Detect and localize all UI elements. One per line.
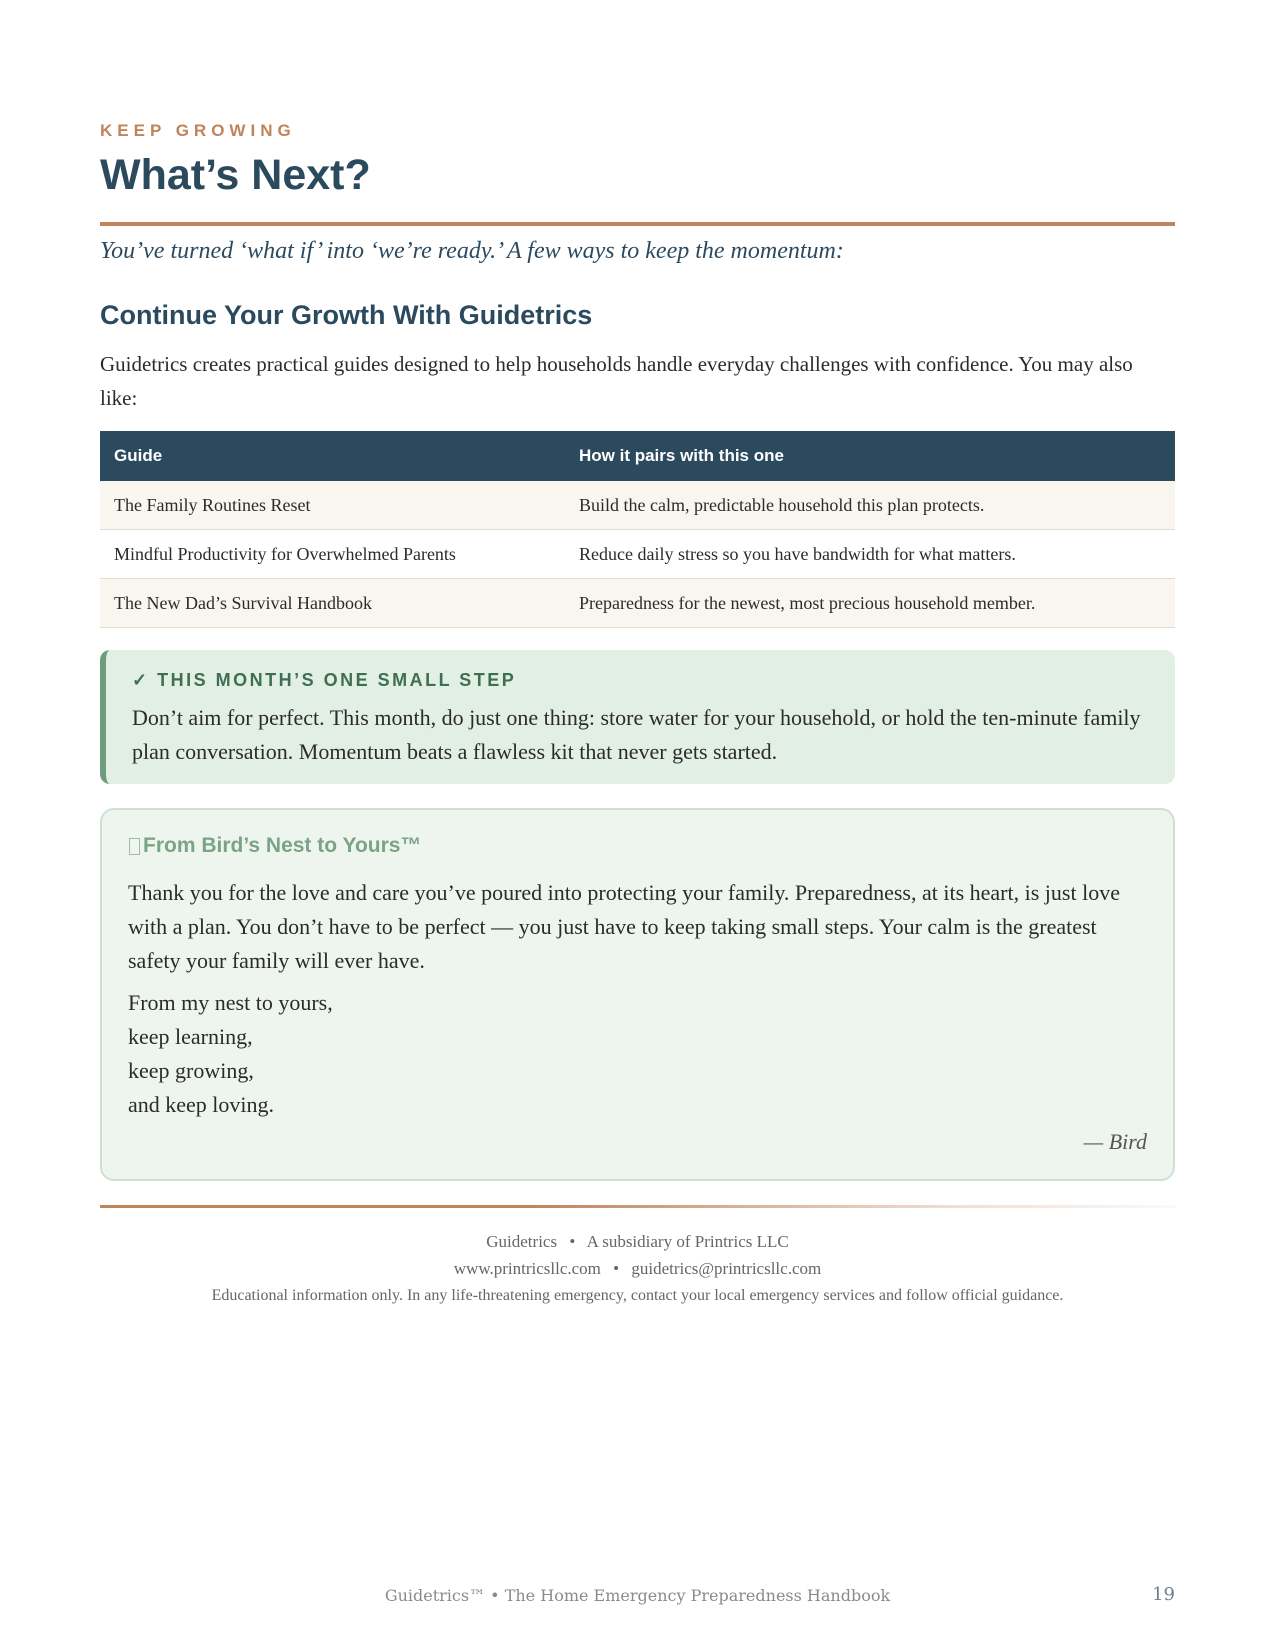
separator: • <box>613 1259 620 1278</box>
personal-note-card <box>100 808 1175 1181</box>
small-step-title: ✓ THIS MONTH’S ONE SMALL STEP <box>132 670 517 690</box>
separator: • <box>569 1232 576 1251</box>
email-link[interactable]: guidetrics@printricsllc.com <box>631 1259 822 1278</box>
small-step-text: Don’t aim for perfect. This month, do just one thing: store water for your household, or hold the ten-minute family plan conversation. Momentum beats a flawless kit that never gets started. <box>132 705 1141 764</box>
guide-pairing: Reduce daily stress so you have bandwidth for what matters. <box>565 530 1175 579</box>
guide-name: Mindful Productivity for Overwhelmed Parents <box>100 530 565 579</box>
table-row <box>100 530 1175 579</box>
growth-body: Guidetrics creates practical guides designed to help households handle everyday challenges with confidence. You may also like: <box>100 352 1133 410</box>
missing-glyph-icon <box>129 838 140 855</box>
guide-pairing: Build the calm, predictable household this plan protects. <box>565 481 1175 530</box>
title-divider <box>100 222 1175 226</box>
contact-line <box>100 1255 1175 1282</box>
guides-table <box>100 431 1175 628</box>
note-line: and keep loving. <box>128 1092 275 1117</box>
company-subsidiary: A subsidiary of Printrics LLC <box>586 1232 789 1251</box>
note-closing <box>128 986 333 1122</box>
note-line: keep growing, <box>128 1058 254 1083</box>
guide-name: The Family Routines Reset <box>100 481 565 530</box>
note-title-text: From Bird’s Nest to Yours™ <box>143 834 422 857</box>
note-signature: — Bird <box>1083 1129 1147 1154</box>
intro-text: You’ve turned ‘what if’ into ‘we’re ready.’ A few ways to keep the momentum: <box>100 238 844 264</box>
table-row <box>100 481 1175 530</box>
guide-pairing: Preparedness for the newest, most precious household member. <box>565 579 1175 628</box>
page-title: What’s Next? <box>100 151 371 199</box>
page-number: 19 <box>1152 1584 1175 1605</box>
footer-divider <box>100 1205 1175 1208</box>
table-header-row <box>100 431 1175 481</box>
website-link[interactable]: www.printricsllc.com <box>453 1259 601 1278</box>
running-footer: Guidetrics™ • The Home Emergency Preparedness Handbook <box>384 1586 891 1605</box>
note-line: From my nest to yours, <box>128 990 333 1015</box>
company-line <box>100 1228 1175 1255</box>
column-header-pairing: How it pairs with this one <box>565 431 1175 481</box>
growth-heading: Continue Your Growth With Guidetrics <box>100 300 593 330</box>
small-step-callout <box>100 650 1175 784</box>
section-eyebrow: KEEP GROWING <box>100 121 296 140</box>
note-text: Thank you for the love and care you’ve poured into protecting your family. Preparedness, at its heart, is just love with a plan. You don’t have to be perfect — you just have to keep taking small steps. Your calm is the greatest safety your family will ever have. <box>128 880 1120 973</box>
company-footer <box>100 1228 1175 1309</box>
guide-name: The New Dad’s Survival Handbook <box>100 579 565 628</box>
table-row <box>100 579 1175 628</box>
column-header-guide: Guide <box>100 431 565 481</box>
note-line: keep learning, <box>128 1024 253 1049</box>
note-title <box>129 834 422 858</box>
company-name: Guidetrics <box>486 1232 558 1251</box>
disclaimer: Educational information only. In any life-threatening emergency, contact your local emergency services and follow official guidance. <box>211 1287 1064 1304</box>
